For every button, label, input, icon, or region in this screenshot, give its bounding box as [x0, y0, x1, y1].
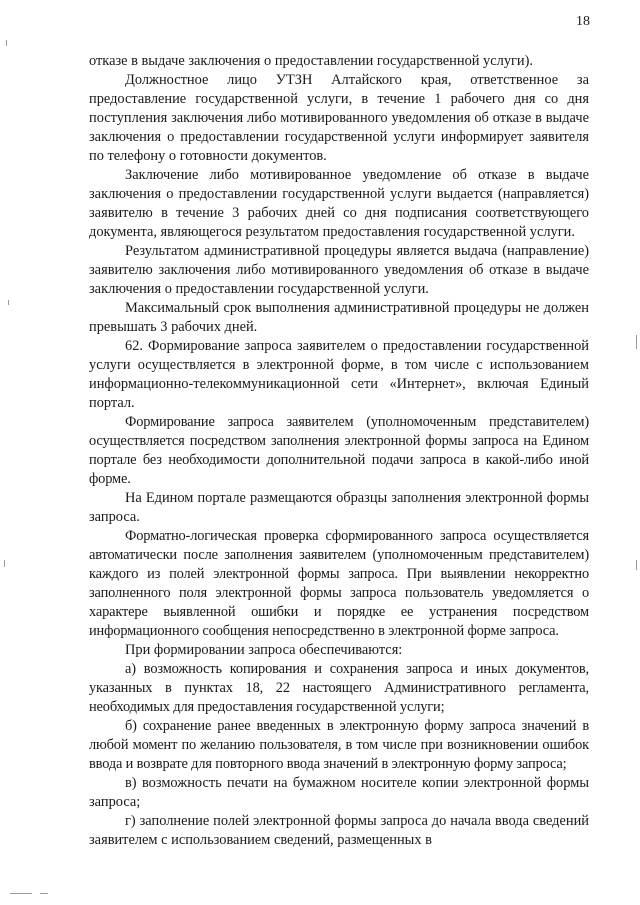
- list-item-a: а) возможность копирования и сохранения запроса и иных документов, указанных в пунктах 18, 22 настоящего Административного регламента, необходимых для предоставления государственной услуги;: [89, 661, 589, 715]
- paragraph-format-logic-check: Форматно-логическая проверка сформированного запроса осуществляется автоматически после заполнения заявителем (уполномоченным представителем) каждого из полей электронной формы запроса. При выявлении некорректно заполненного поля электронной формы запроса пользователь уведомляется о характере выявленной ошибки и порядке ее устранения посредством информационного сообщения непосредственно в электронной форме запроса.: [89, 528, 589, 639]
- scan-artifact-right: [636, 560, 637, 570]
- paragraph-continuation: отказе в выдаче заключения о предоставлении государственной услуги).: [89, 53, 534, 69]
- scan-artifact-left: [8, 300, 9, 305]
- document-body: [89, 52, 589, 850]
- list-item-v: в) возможность печати на бумажном носителе копии электронной формы запроса;: [89, 775, 589, 810]
- paragraph-portal-samples: На Едином портале размещаются образцы заполнения электронной формы запроса.: [89, 490, 589, 525]
- list-item-b: б) сохранение ранее введенных в электронную форму запроса значений в любой момент по желанию пользователя, в том числе при возникновении ошибок ввода и возврате для повторного ввода значений в электронную форму запроса;: [89, 718, 589, 772]
- page-number: 18: [576, 14, 590, 29]
- scan-artifact-left: [6, 40, 7, 46]
- scan-artifact-bottom: [40, 893, 48, 894]
- list-item-g: г) заполнение полей электронной формы запроса до начала ввода сведений заявителем с использованием сведений, размещенных в: [89, 813, 589, 848]
- paragraph-62-request-forming: 62. Формирование запроса заявителем о предоставлении государственной услуги осуществляется в электронной форме, в том числе с использованием информационно-телекоммуникационной сети «Интернет», включая Единый портал.: [89, 338, 589, 411]
- paragraph-request-via-portal: Формирование запроса заявителем (уполномоченным представителем) осуществляется посредством заполнения электронной формы запроса на Едином портале без необходимости дополнительной подачи запроса в какой-либо иной форме.: [89, 414, 589, 487]
- scan-artifact-bottom: [10, 893, 32, 894]
- paragraph-procedure-result: Результатом административной процедуры является выдача (направление) заявителю заключения либо мотивированного уведомления об отказе в выдаче заключения о предоставлении государственной услуги.: [89, 243, 589, 297]
- paragraph-max-duration: Максимальный срок выполнения административной процедуры не должен превышать 3 рабочих дней.: [89, 300, 589, 335]
- paragraph-conclusion-issued: Заключение либо мотивированное уведомление об отказе в выдаче заключения о предоставлении государственной услуги выдается (направляется) заявителю в течение 3 рабочих дней со дня подписания соответствующего документа, являющегося результатом предоставления государственной услуги.: [89, 167, 589, 240]
- scan-artifact-left: [4, 560, 5, 567]
- paragraph-request-ensures: При формировании запроса обеспечиваются:: [125, 642, 403, 658]
- paragraph-official-informs: Должностное лицо УТЗН Алтайского края, ответственное за предоставление государственной услуги, в течение 1 рабочего дня со дня поступления заключения либо мотивированного уведомления об отказе в выдаче заключения о предоставлении государственной услуги информирует заявителя по телефону о готовности документов.: [89, 72, 589, 164]
- scan-artifact-right: [636, 335, 637, 349]
